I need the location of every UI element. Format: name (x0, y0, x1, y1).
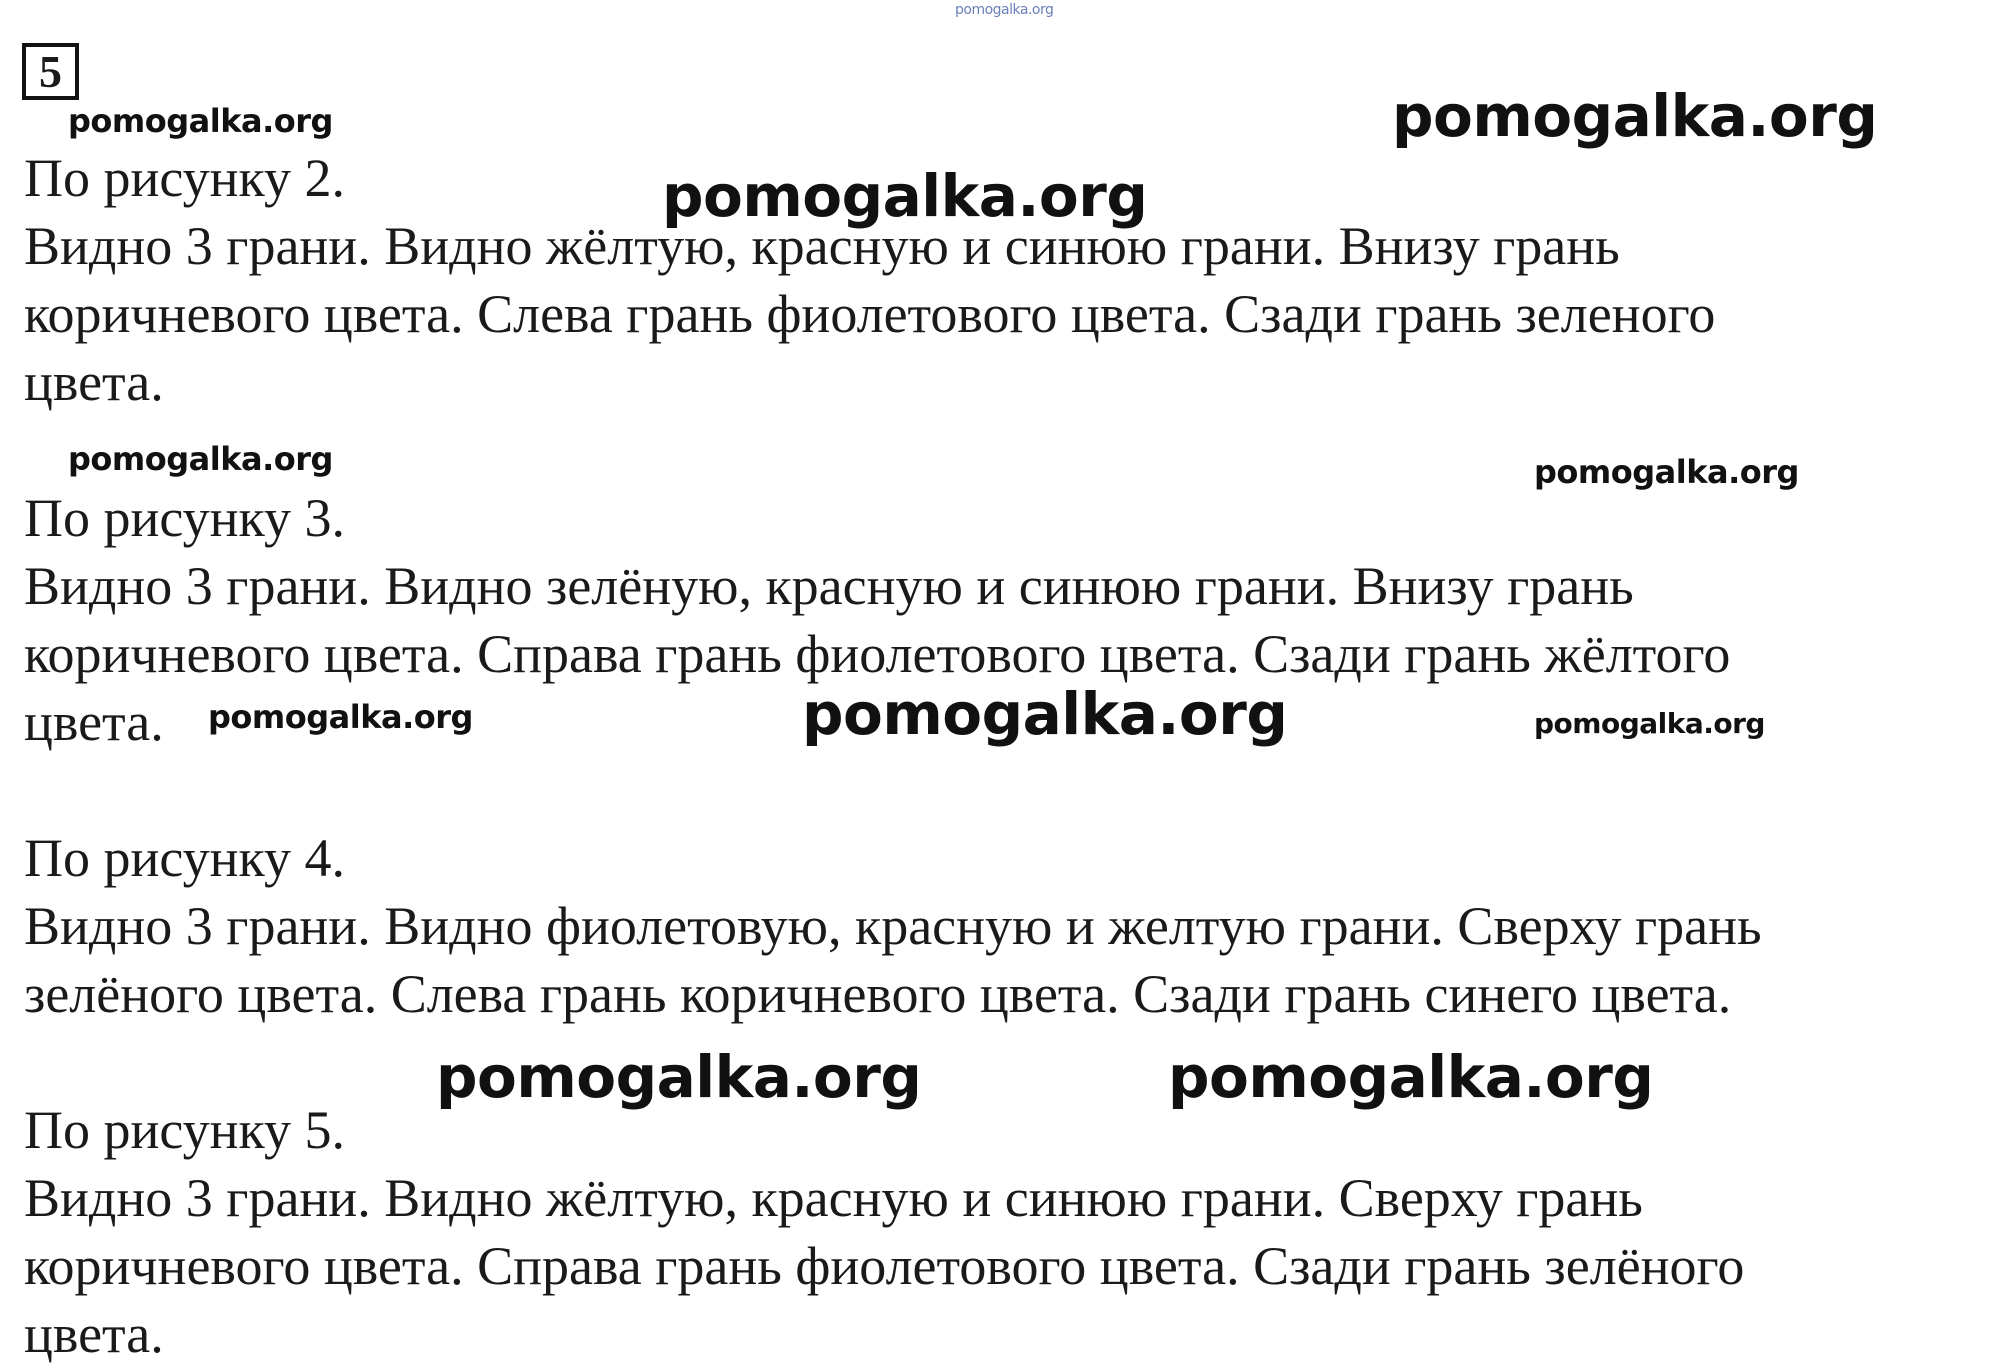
watermark: pomogalka.org (208, 698, 473, 736)
section-heading: По рисунку 5. (24, 1100, 346, 1160)
watermark-top: pomogalka.org (955, 2, 1054, 18)
section-heading: По рисунку 3. (24, 488, 346, 548)
watermark: pomogalka.org (1392, 82, 1878, 150)
watermark: pomogalka.org (1534, 707, 1765, 740)
section-line: Видно 3 грани. Видно жёлтую, красную и синюю грани. Внизу грань (24, 216, 1620, 276)
section-line: Видно 3 грани. Видно зелёную, красную и синюю грани. Внизу грань (24, 556, 1634, 616)
watermark: pomogalka.org (436, 1043, 922, 1111)
section-line: коричневого цвета. Слева грань фиолетового цвета. Сзади грань зеленого (24, 284, 1716, 344)
watermark: pomogalka.org (1534, 453, 1799, 491)
watermark: pomogalka.org (68, 102, 333, 140)
watermark: pomogalka.org (68, 440, 333, 478)
section-line: Видно 3 грани. Видно фиолетовую, красную и желтую грани. Сверху грань (24, 896, 1762, 956)
section-line: цвета. (24, 692, 164, 752)
section-line: зелёного цвета. Слева грань коричневого цвета. Сзади грань синего цвета. (24, 964, 1732, 1024)
section-heading: По рисунку 2. (24, 148, 346, 208)
section-line: цвета. (24, 1304, 164, 1364)
section-line: Видно 3 грани. Видно жёлтую, красную и синюю грани. Сверху грань (24, 1168, 1643, 1228)
task-number-box: 5 (22, 43, 79, 100)
section-heading: По рисунку 4. (24, 828, 346, 888)
section-line: коричневого цвета. Справа грань фиолетового цвета. Сзади грань зелёного (24, 1236, 1745, 1296)
watermark: pomogalka.org (1168, 1043, 1654, 1111)
section-line: коричневого цвета. Справа грань фиолетового цвета. Сзади грань жёлтого (24, 624, 1731, 684)
section-line: цвета. (24, 352, 164, 412)
watermark: pomogalka.org (802, 680, 1288, 748)
watermark: pomogalka.org (662, 162, 1148, 230)
